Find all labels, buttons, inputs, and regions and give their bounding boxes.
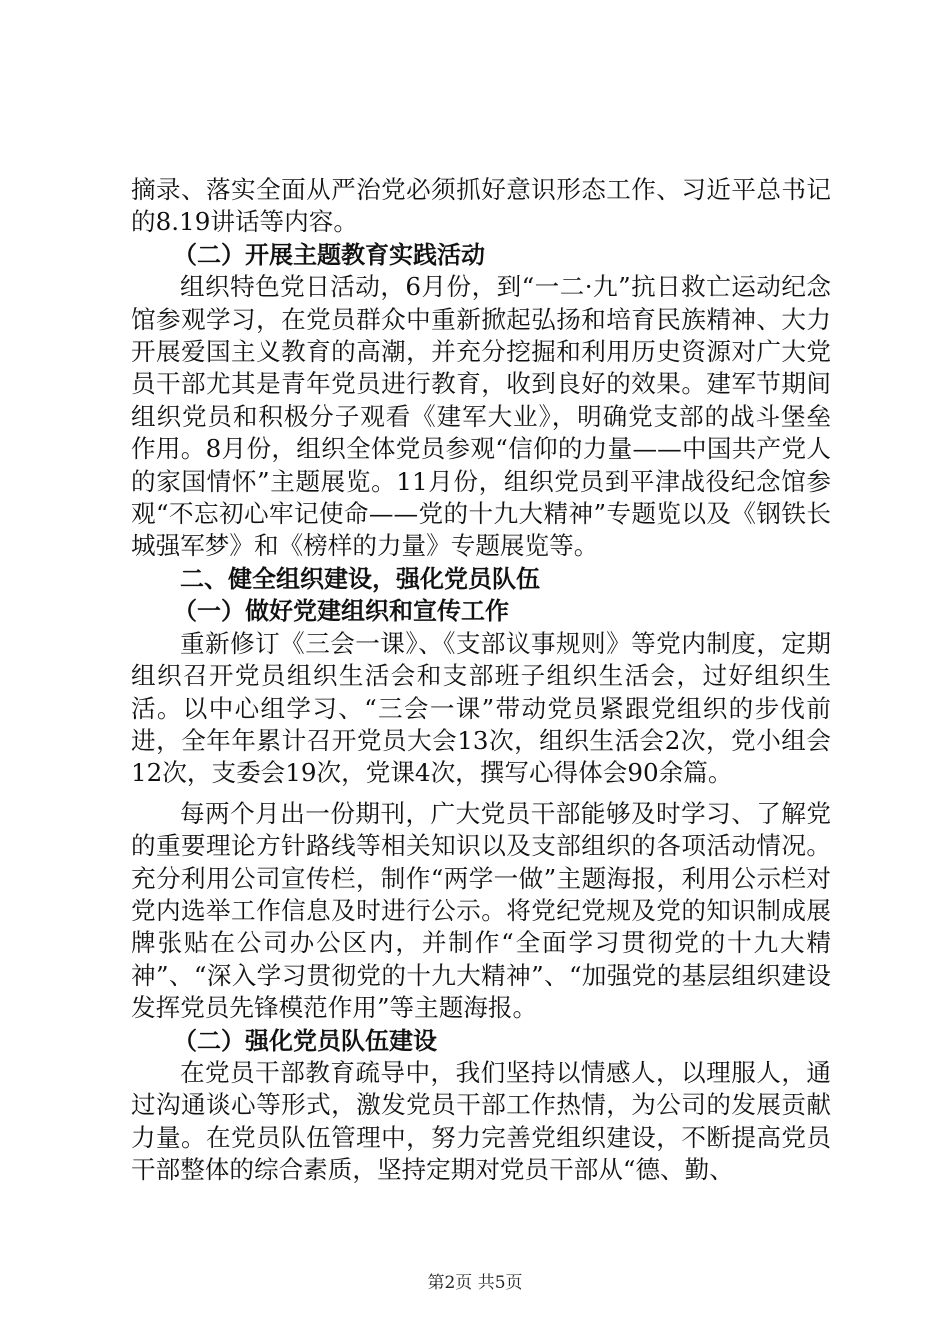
heading-team-building: （二）强化党员队伍建设 [173, 1026, 437, 1055]
page-footer: 第2页 共5页 [427, 1273, 523, 1293]
heading-org-publicity: （一）做好党建组织和宣传工作 [173, 597, 509, 626]
paragraph-intro: 摘录、落实全面从严治党必须抓好意识形态工作、习近平总书记的8.19讲话等内容。 [131, 175, 831, 237]
paragraph-practice-activities: 组织特色党日活动，6月份，到“一二·九”抗日救亡运动纪念馆参观学习，在党员群众中重新掀起弘扬和培育民族精神、大力开展爱国主义教育的高潮，并充分挖掘和利用历史资源对广大党员干部尤其是青年党员进行教育，收到良好的效果。建军节期间组织党员和积极分子观看《建军大业》，明确党支部的战斗堡垒作用。8月份，组织全体党员参观“信仰的力量——中国共产党人的家国情怀”主题展览。11月份，组织党员到平津战役纪念馆参观“不忘初心牢记使命——党的十九大精神”专题览以及《钢铁长城强军梦》和《榜样的力量》专题展览等。 [131, 272, 831, 561]
paragraph-gap [131, 790, 831, 798]
paragraph-org-rules: 重新修订《三会一课》、《支部议事规则》等党内制度，定期组织召开党员组织生活会和支部班子组织生活会，过好组织生活。以中心组学习、“三会一课”带动党员紧跟党组织的步伐前进，全年年累计召开党员大会13次，组织生活会2次，党小组会12次，支委会19次，党课4次，撰写心得体会90余篇。 [131, 628, 831, 788]
paragraph-team-building: 在党员干部教育疏导中，我们坚持以情感人，以理服人，通过沟通谈心等形式，激发党员干部工作热情，为公司的发展贡献力量。在党员队伍管理中，努力完善党组织建设，不断提高党员干部整体的综合素质，坚持定期对党员干部从“德、勤、 [131, 1057, 831, 1185]
heading-practice-activities: （二）开展主题教育实践活动 [173, 240, 485, 269]
paragraph-publicity: 每两个月出一份期刊，广大党员干部能够及时学习、了解党的重要理论方针路线等相关知识以及支部组织的各项活动情况。充分利用公司宣传栏，制作“两学一做”主题海报，利用公示栏对党内选举工作信息及时进行公示。将党纪党规及党的知识制成展牌张贴在公司办公区内，并制作“全面学习贯彻党的十九大精神”、“深入学习贯彻党的十九大精神”、“加强党的基层组织建设发挥党员先锋模范作用”等主题海报。 [131, 798, 831, 1023]
document-body [131, 174, 831, 1187]
heading-section-two: 二、健全组织建设，强化党员队伍 [180, 564, 540, 593]
